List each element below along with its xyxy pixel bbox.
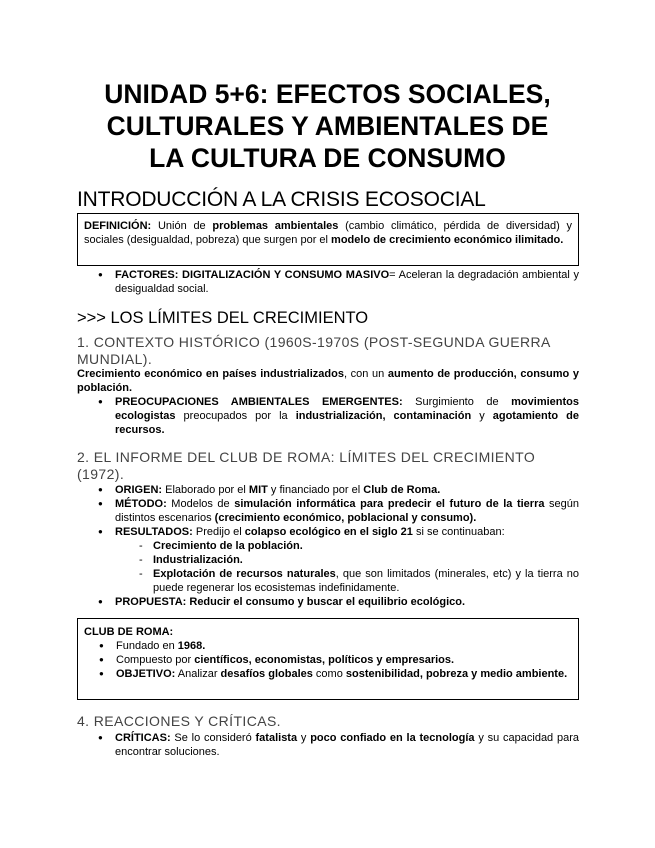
bullet-text: Elaborado por el	[162, 484, 249, 496]
definition-emphasis: modelo de crecimiento económico ilimitado.	[331, 234, 564, 246]
bullet-label: MÉTODO:	[115, 498, 167, 510]
intro-heading: INTRODUCCIÓN A LA CRISIS ECOSOCIAL	[77, 188, 486, 211]
bullet-emphasis: Club de Roma.	[363, 484, 441, 496]
bullet-emphasis: industrialización, contaminación	[295, 410, 472, 422]
bullet-text: y	[471, 410, 493, 422]
bullet-text: preocupados por la	[175, 410, 296, 422]
bullet-emphasis: Reducir el consumo y buscar el equilibrio ecológico.	[186, 596, 466, 608]
definition-emphasis: problemas ambientales	[212, 220, 339, 232]
sublist-emphasis: Crecimiento de la población.	[153, 540, 303, 552]
bullet-emphasis: movimientos ecologistas	[115, 396, 579, 422]
list-item	[77, 525, 579, 595]
section-1-paragraph	[77, 367, 579, 395]
section-1-heading: 1. CONTEXTO HISTÓRICO (1960S-1970S (POST-SEGUNDA GUERRA MUNDIAL).	[77, 334, 550, 367]
section-2-heading: 2. EL INFORME DEL CLUB DE ROMA: LÍMITES DEL CRECIMIENTO (1972).	[77, 449, 536, 482]
sublist-emphasis: Industrialización.	[153, 554, 243, 566]
bullet-text: según distintos escenarios	[115, 498, 580, 524]
bullet-text: y financiado por el	[267, 484, 364, 496]
title-line-3: LA CULTURA DE CONSUMO	[149, 143, 506, 173]
bullet-emphasis: fatalista	[255, 732, 298, 744]
list-item	[84, 653, 572, 667]
paragraph-emphasis: aumento de producción, consumo y población.	[77, 368, 580, 394]
bullet-emphasis: 1968.	[177, 640, 206, 652]
bullet-label: CRÍTICAS:	[115, 732, 171, 744]
section-4-heading: 4. REACCIONES Y CRÍTICAS.	[77, 713, 281, 729]
resultados-sublist	[115, 539, 579, 595]
bullet-label: RESULTADOS:	[115, 526, 193, 538]
list-item	[77, 395, 579, 437]
bullet-emphasis: agotamiento de recursos.	[115, 410, 579, 436]
bullet-label: OBJETIVO:	[116, 668, 176, 680]
list-item	[77, 268, 579, 296]
title-line-2: CULTURALES Y AMBIENTALES DE	[106, 111, 549, 141]
bullet-label: PROPUESTA:	[115, 596, 187, 608]
club-box-list	[84, 639, 572, 681]
factores-list	[77, 268, 579, 296]
bullet-emphasis: sostenibilidad, pobreza y medio ambiente.	[345, 668, 568, 680]
list-item	[77, 595, 579, 609]
section-4-list	[77, 731, 579, 759]
definition-box	[77, 213, 579, 266]
factores-text: = Aceleran la degradación ambiental y desigualdad social.	[115, 269, 579, 295]
sublist-item	[115, 553, 579, 567]
list-item	[77, 483, 579, 497]
list-item	[77, 497, 579, 525]
bullet-text: si se continuaban:	[412, 526, 505, 538]
bullet-emphasis: desafíos globales	[220, 668, 313, 680]
club-de-roma-box	[77, 618, 579, 700]
list-item	[77, 731, 579, 759]
sublist-item	[115, 567, 579, 595]
list-item	[84, 667, 572, 681]
page-title	[60, 78, 595, 174]
bullet-text: Compuesto por	[116, 654, 195, 666]
bullet-text: Surgimiento de	[402, 396, 512, 408]
bullet-emphasis: científicos, economistas, políticos y empresarios.	[194, 654, 455, 666]
bullet-emphasis: (crecimiento económico, poblacional y consumo).	[214, 512, 477, 524]
bullet-text: Predijo el	[192, 526, 245, 538]
section-1-list	[77, 395, 579, 437]
list-item	[84, 639, 572, 653]
club-box-heading: CLUB DE ROMA:	[84, 626, 174, 638]
paragraph-text: , con un	[343, 368, 388, 380]
bullet-label: ORIGEN:	[115, 484, 163, 496]
section-2-list	[77, 483, 579, 609]
bullet-emphasis: MIT	[248, 484, 268, 496]
bullet-text: y	[297, 732, 311, 744]
factores-label: FACTORES: DIGITALIZACIÓN Y CONSUMO MASIVO	[115, 269, 390, 281]
sublist-item	[115, 539, 579, 553]
paragraph-emphasis: Crecimiento económico en países industrializados	[77, 368, 344, 380]
bullet-text: Se lo consideró	[170, 732, 256, 744]
definition-text: (cambio climático, pérdida de diversidad) y sociales (desigualdad, pobreza) que surgen por el	[84, 220, 572, 246]
bullet-emphasis: poco confiado en la tecnología	[310, 732, 475, 744]
bullet-text: Fundado en	[116, 640, 178, 652]
title-line-1: UNIDAD 5+6: EFECTOS SOCIALES,	[104, 79, 551, 109]
bullet-emphasis: simulación informática para predecir el futuro de la tierra	[234, 498, 545, 510]
definition-label: DEFINICIÓN:	[84, 220, 152, 232]
bullet-text: y su capacidad para encontrar soluciones.	[115, 732, 579, 758]
bullet-text: como	[312, 668, 346, 680]
bullet-label: PREOCUPACIONES AMBIENTALES EMERGENTES:	[115, 396, 403, 408]
limites-heading: >>> LOS LÍMITES DEL CRECIMIENTO	[77, 309, 369, 327]
sublist-text: , que son limitados (minerales, etc) y la tierra no puede regenerar los ecosistemas indefinidamente.	[153, 568, 580, 594]
definition-text: Unión de	[151, 220, 213, 232]
sublist-emphasis: Explotación de recursos naturales	[153, 568, 336, 580]
bullet-text: Modelos de	[166, 498, 235, 510]
bullet-text: Analizar	[175, 668, 221, 680]
bullet-emphasis: colapso ecológico en el siglo 21	[244, 526, 413, 538]
